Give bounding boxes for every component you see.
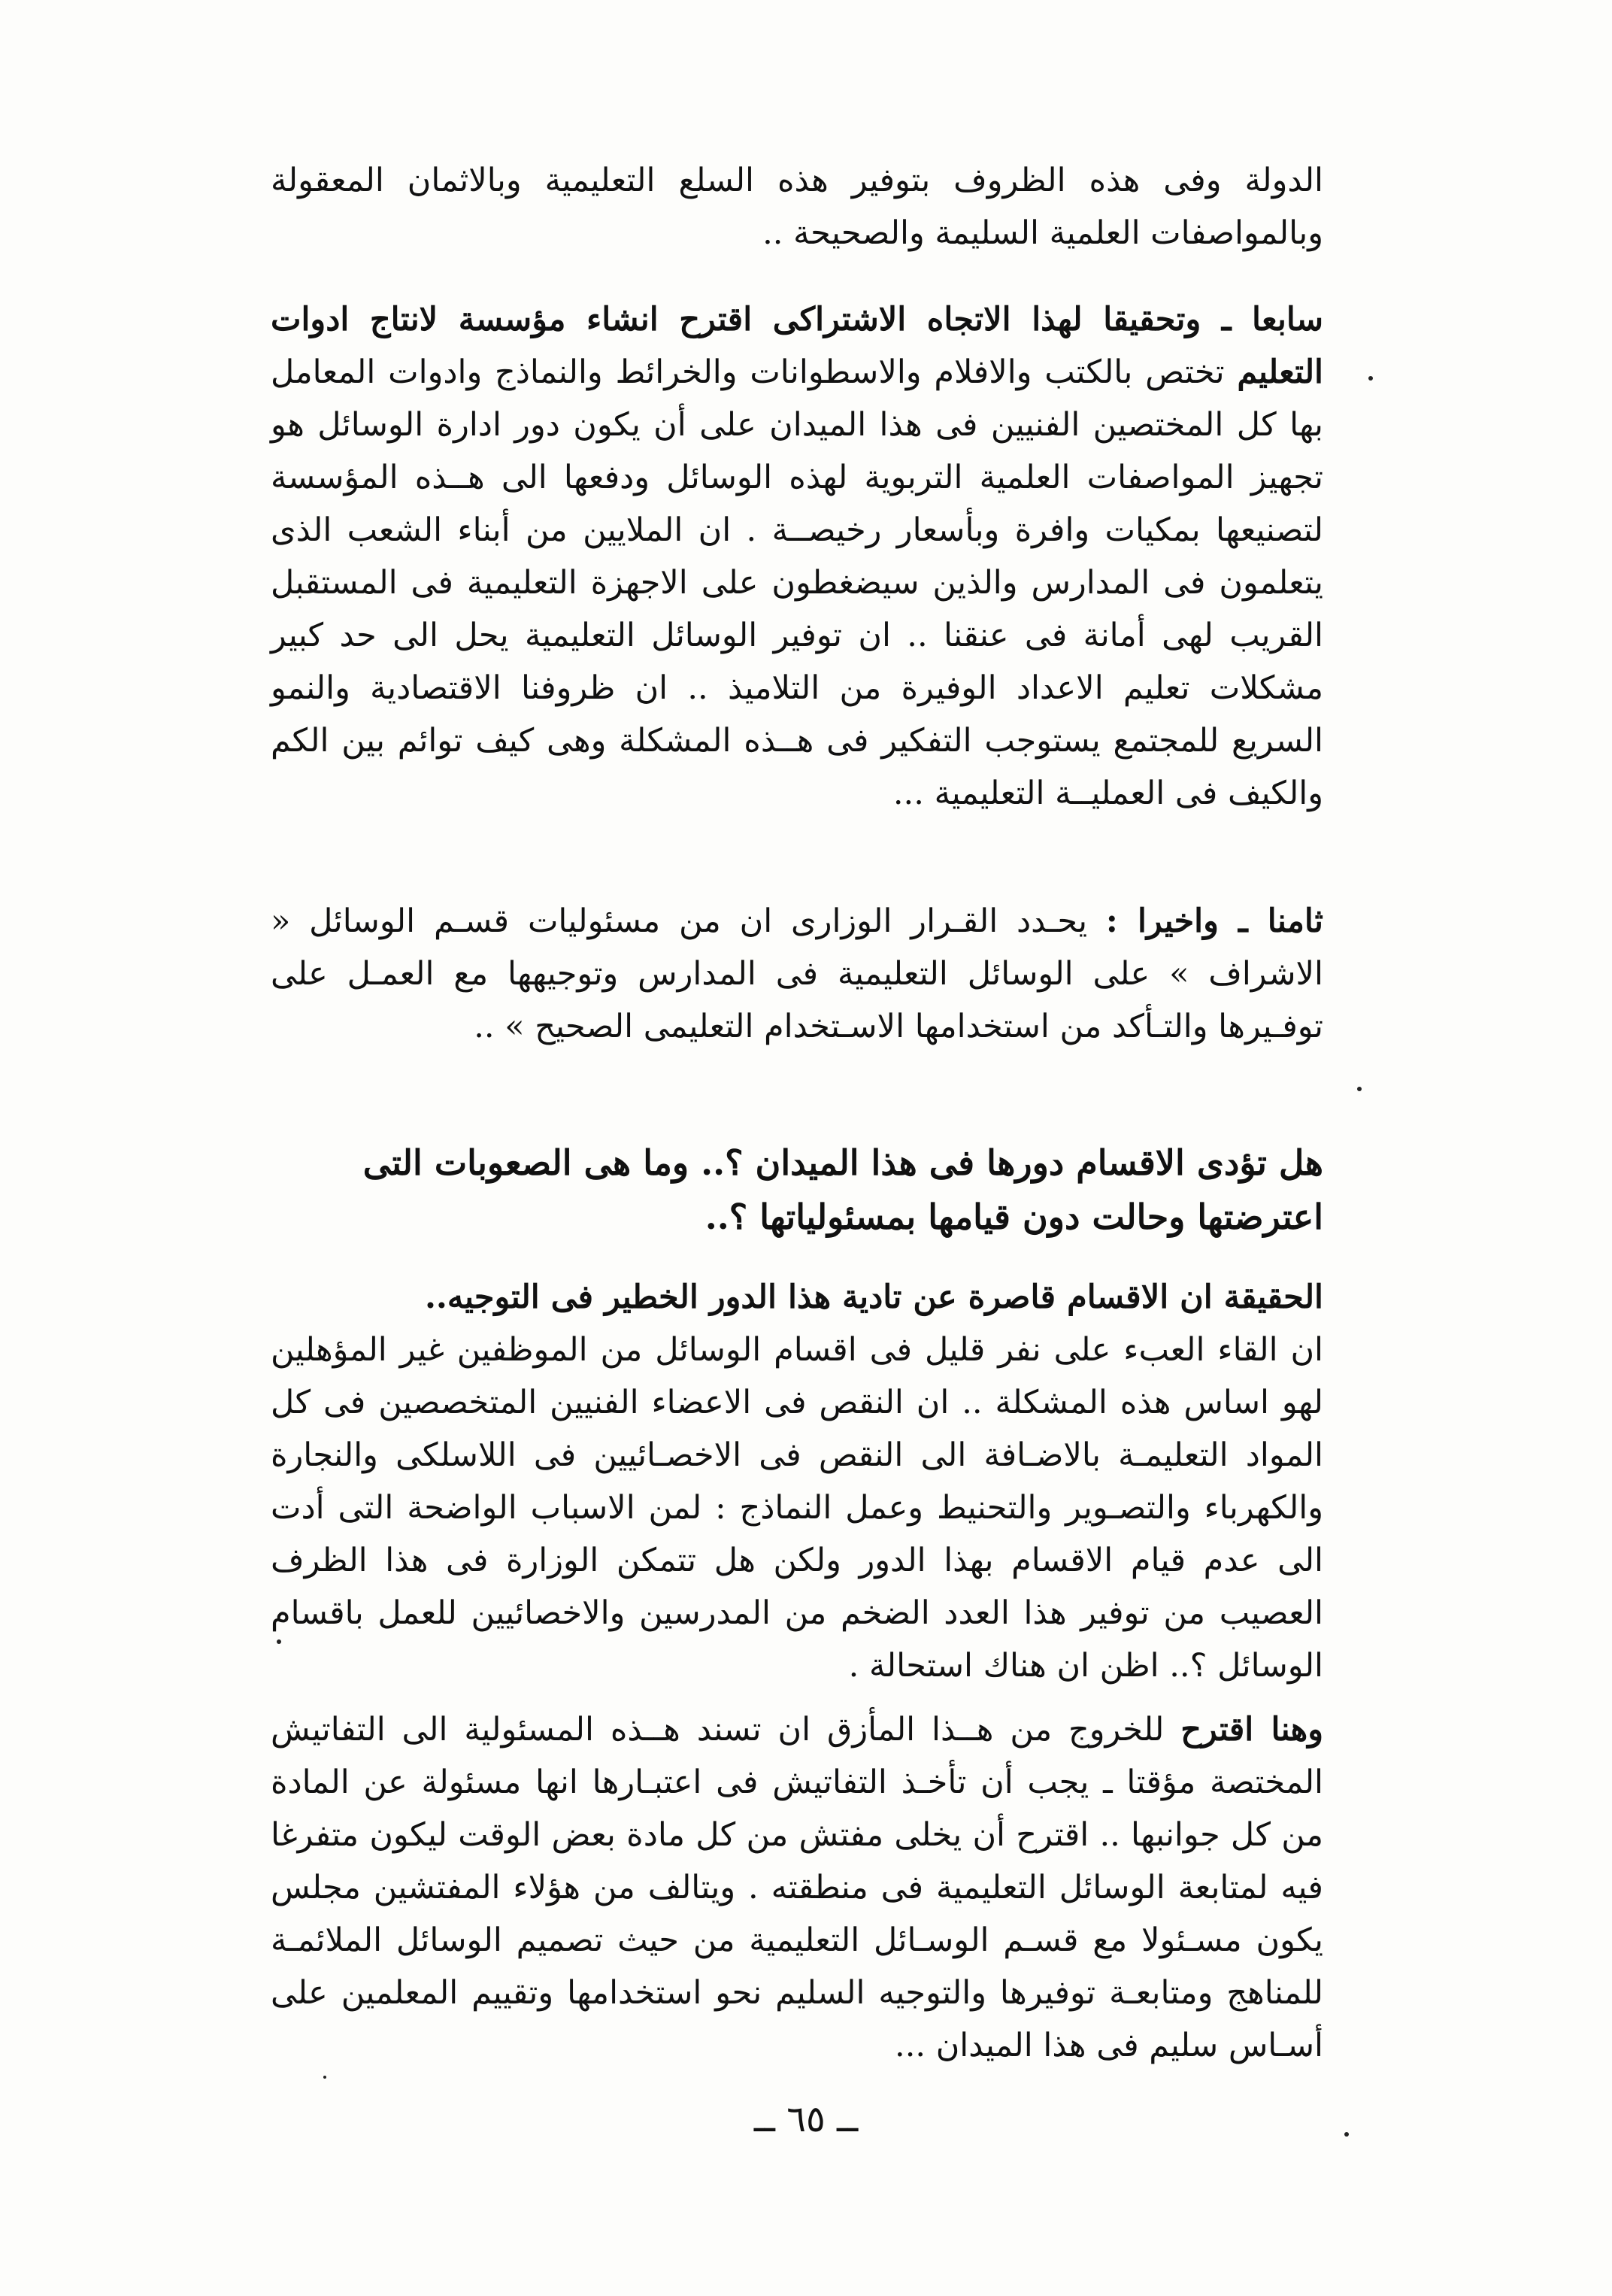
paragraph-body (271, 895, 1323, 1053)
paragraph-text: الدولة وفى هذه الظروف بتوفير هذه السلع التعليمية وبالاثمان المعقولة وبالمواصفات العلمية السليمة والصحيحة .. (271, 162, 1323, 252)
section-question: هل تؤدى الاقسام دورها فى هذا الميدان ؟.. وما هى الصعوبات التى اعترضتها وحالت دون قيامها بمسئولياتها ؟.. (362, 1142, 1323, 1237)
paragraph-proposal (271, 1703, 1323, 2072)
paragraph-eighth-lastly (271, 895, 1323, 1053)
paragraph-text: تختص بالكتب والافلام والاسطوانات والخرائط والنماذج وادوات المعامل بها كل المختصين الفنيين فى هذا الميدان على أن يكون دور ادارة الوسائل هو تجهيز المواصفات العلمية التربوية لهذه الوسائل ودفعها الى هــذه المؤسسة لتصنيعها بمكيات وافرة وبأسعار رخيصــة . ان الملايين من أبناء الشعب الذى يتعلمون فى المدارس والذين سيضغطون على الاجهزة التعليمية فى المستقبل القريب لهى أمانة فى عنقنا .. ان توفير الوسائل التعليمية يحل الى حد كبير مشكلات تعليم الاعداد الوفيرة من التلاميذ .. ان ظروفنا الاقتصادية والنمو السريع للمجتمع يستوجب التفكير فى هــذه المشكلة وهى كيف توائم بين الكم والكيف فى العمليــة التعليمية ... (271, 353, 1323, 812)
paragraph-truth (271, 1271, 1323, 1692)
paragraph-body (271, 293, 1323, 820)
paragraph-text: يحـدد القـرار الوزارى ان من مسئوليات قسـم الوسائل « الاشراف » على الوسائل التعليمية فى المدارس وتوجيهها مع العمـل على توفـيرها والتـأكد من استخدامها الاسـتخدام التعليمى الصحيح » .. (271, 902, 1323, 1045)
paragraph-state-provision (271, 154, 1323, 259)
paragraph-text: ان القاء العبء على نفر قليل فى اقسام الوسائل من الموظفين غير المؤهلين لهو اساس هذه المشكلة .. ان النقص فى الاعضاء الفنيين المتخصصين فى كل المواد التعليمـة بالاضـافة الى النقص فى الاخصـائيين فى اللاسلكى والنجارة والكهرباء والتصـوير والتحنيط وعمل النماذج : لمن الاسباب الواضحة التى أدت الى عدم قيام الاقسام بهذا الدور ولكن هل تتمكن الوزارة فى هذا الظرف العصيب من توفير هذا العدد الضخم من المدرسين والاخصائيين للعمل باقسام الوسائل ؟.. اظن ان هناك استحالة . (271, 1331, 1323, 1685)
paragraph-seventh-proposal (271, 293, 1323, 820)
scan-speck (1357, 1087, 1362, 1091)
scan-speck (277, 1639, 281, 1644)
paragraph-lead: وهنا اقترح (1180, 1711, 1323, 1749)
paragraph-text: للخروج من هــذا المأزق ان تسند هــذه المسئولية الى التفاتيش المختصة مؤقتا ـ يجب أن تأخـذ التفاتيش فى اعتبـارها انها مسئولة عن المادة من كل جوانبها .. اقترح أن يخلى مفتش من كل مادة بعض الوقت ليكون متفرغا فيه لمتابعة الوسائل التعليمية فى منطقته . ويتالف من هؤلاء المفتشين مجلس يكون مسـئولا مع قسـم الوسـائل التعليمية من حيث تصميم الوسائل الملائمـة للمناهج ومتابعـة توفيرها والتوجيه السليم نحو استخدامها وتقييم المعلمين على أسـاس سليم فى هذا الميدان ... (271, 1711, 1323, 2064)
paragraph-lead: سابعا ـ وتحقيقا لهذا الاتجاه الاشتراكى اقترح انشاء مؤسسة لانتاج ادوات التعليم (271, 301, 1323, 391)
paragraph-body (271, 1703, 1323, 2072)
page-number: ــ ٦٥ ــ (753, 2098, 859, 2140)
paragraph-lead: الحقيقة ان الاقسام قاصرة عن تادية هذا الدور الخطير فى التوجيه.. (424, 1278, 1323, 1316)
paragraph-lead: ثامنا ـ واخيرا : (1105, 902, 1323, 940)
scan-speck (323, 2076, 326, 2079)
scan-speck (1344, 2132, 1349, 2137)
scan-speck (1368, 376, 1373, 381)
